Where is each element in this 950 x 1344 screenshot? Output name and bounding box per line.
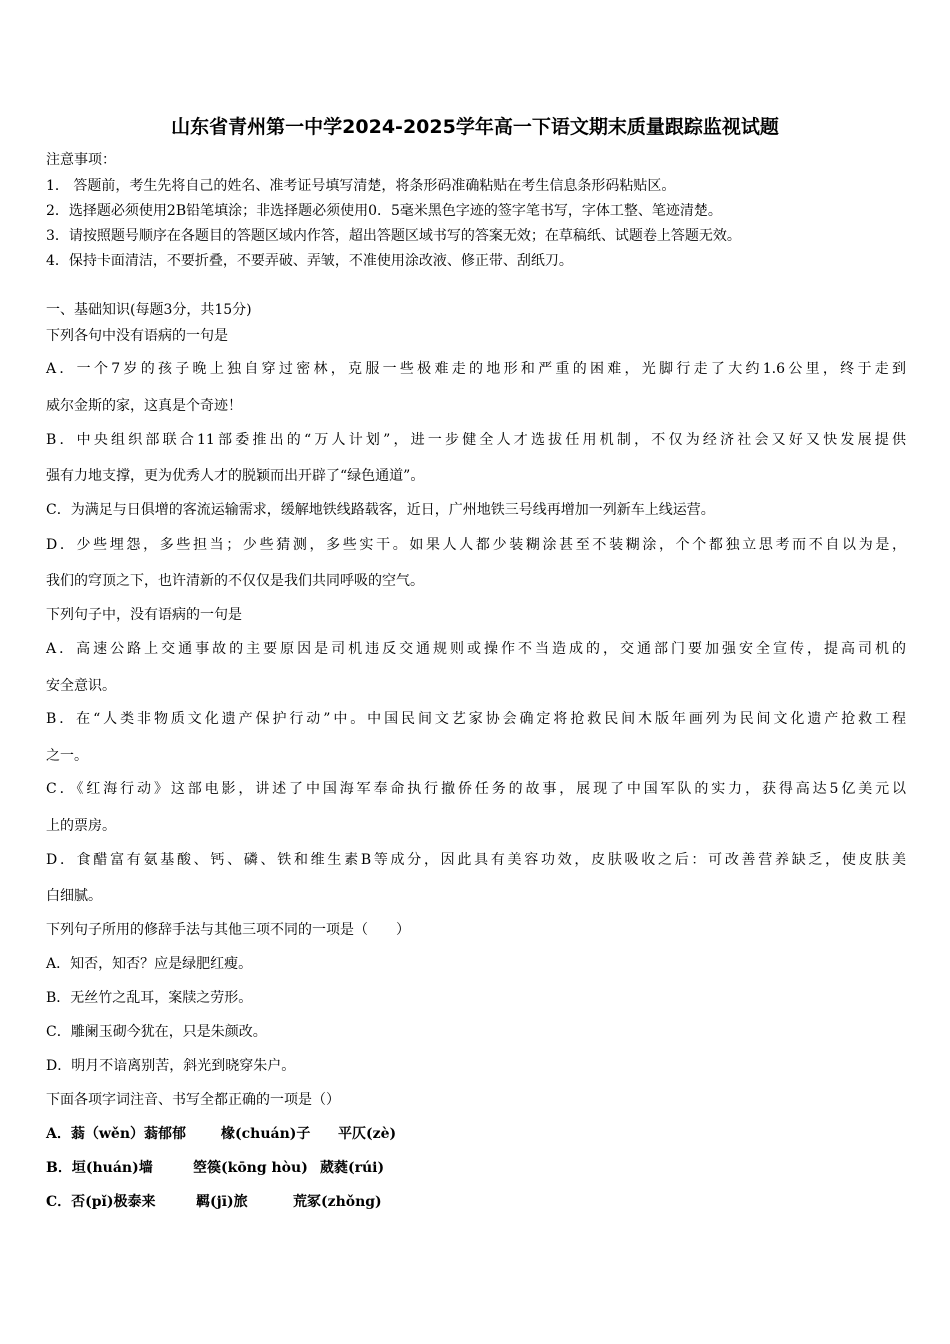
q2-option-d-line1: D．食醋富有氨基酸、钙、磷、铁和维生素B等成分，因此具有美容功效，皮肤吸收之后：可改善营养缺乏，使皮肤美 [46,852,906,868]
q4-option-b-word1: B．垣(huán)墙 [46,1160,153,1176]
q1-option-c: C．为满足与日俱增的客流运输需求，缓解地铁线路载客，近日，广州地铁三号线再增加一列新车上线运营。 [46,502,715,518]
section-heading: 一、基础知识(每题3分，共15分) [46,302,252,318]
q4-option-a-word3: 平仄(zè) [338,1126,397,1142]
notice-item-3: 3．请按照题号顺序在各题目的答题区域内作答，超出答题区域书写的答案无效；在草稿纸、试题卷上答题无效。 [46,228,741,244]
exam-title: 山东省青州第一中学2024-2025学年高一下语文期末质量跟踪监视试题 [171,116,779,138]
q1-option-d-line2: 我们的穹顶之下，也许清新的不仅仅是我们共同呼吸的空气。 [46,573,424,589]
q2-option-d-line2: 白细腻。 [46,888,102,904]
q1-option-a-line1: A．一个7岁的孩子晚上独自穿过密林，克服一些极难走的地形和严重的困难，光脚行走了大约1.6公里，终于走到 [46,361,906,377]
notice-heading: 注意事项： [46,152,116,168]
q3-option-b: B．无丝竹之乱耳，案牍之劳形。 [46,990,253,1006]
notice-item-2: 2．选择题必须使用2B铅笔填涂；非选择题必须使用0．5毫米黑色字迹的签字笔书写，字体工整、笔迹清楚。 [46,203,722,219]
q2-option-a-line1: A．高速公路上交通事故的主要原因是司机违反交通规则或操作不当造成的，交通部门要加强安全宣传，提高司机的 [46,641,906,657]
q4-option-b-word2: 箜篌(kōng hòu) [193,1160,308,1176]
q2-option-a-line2: 安全意识。 [46,678,116,694]
q4-stem: 下面各项字词注音、书写全都正确的一项是（） [46,1092,340,1108]
q1-option-b-line1: B．中央组织部联合11部委推出的“万人计划”，进一步健全人才选拔任用机制，不仅为经济社会又好又快发展提供 [46,432,906,448]
q4-option-c-word3: 荒冢(zhǒng) [293,1194,382,1210]
q2-option-b-line2: 之一。 [46,748,88,764]
q4-option-c-word1: C．否(pǐ)极泰来 [46,1194,156,1210]
q3-option-a: A．知否，知否？应是绿肥红瘦。 [46,956,253,972]
q3-option-d: D．明月不谙离别苦，斜光到晓穿朱户。 [46,1058,296,1074]
q1-option-d-line1: D．少些埋怨，多些担当；少些猜测，多些实干。如果人人都少装糊涂甚至不装糊涂，个个都独立思考而不自以为是， [46,537,906,553]
q4-option-b-word3: 葳蕤(rúi) [320,1160,385,1176]
q2-option-b-line1: B．在“人类非物质文化遗产保护行动”中。中国民间文艺家协会确定将抢救民间木版年画列为民间文化遗产抢救工程 [46,711,906,727]
q1-option-a-line2: 威尔金斯的家，这真是个奇迹！ [46,398,242,414]
q2-stem: 下列句子中，没有语病的一句是 [46,607,242,623]
q1-stem: 下列各句中没有语病的一句是 [46,328,228,344]
q4-option-a-word1: A．蓊（wěn）蓊郁郁 [46,1126,186,1142]
q2-option-c-line1: C．《红海行动》这部电影，讲述了中国海军奉命执行撤侨任务的故事，展现了中国军队的实力，获得高达5亿美元以 [46,781,906,797]
q1-option-b-line2: 强有力地支撑，更为优秀人才的脱颖而出开辟了“绿色通道”。 [46,468,425,484]
q2-option-c-line2: 上的票房。 [46,818,116,834]
q3-option-c: C．雕阑玉砌今犹在，只是朱颜改。 [46,1024,267,1040]
q4-option-c-word2: 羁(jī)旅 [196,1194,248,1210]
q3-stem: 下列句子所用的修辞手法与其他三项不同的一项是（ ） [46,922,410,938]
q4-option-a-word2: 椽(chuán)子 [221,1126,311,1142]
notice-item-4: 4．保持卡面清洁，不要折叠，不要弄破、弄皱，不准使用涂改液、修正带、刮纸刀。 [46,253,573,269]
notice-item-1: 1． 答题前，考生先将自己的姓名、准考证号填写清楚，将条形码准确粘贴在考生信息条形码粘贴区。 [46,178,676,194]
